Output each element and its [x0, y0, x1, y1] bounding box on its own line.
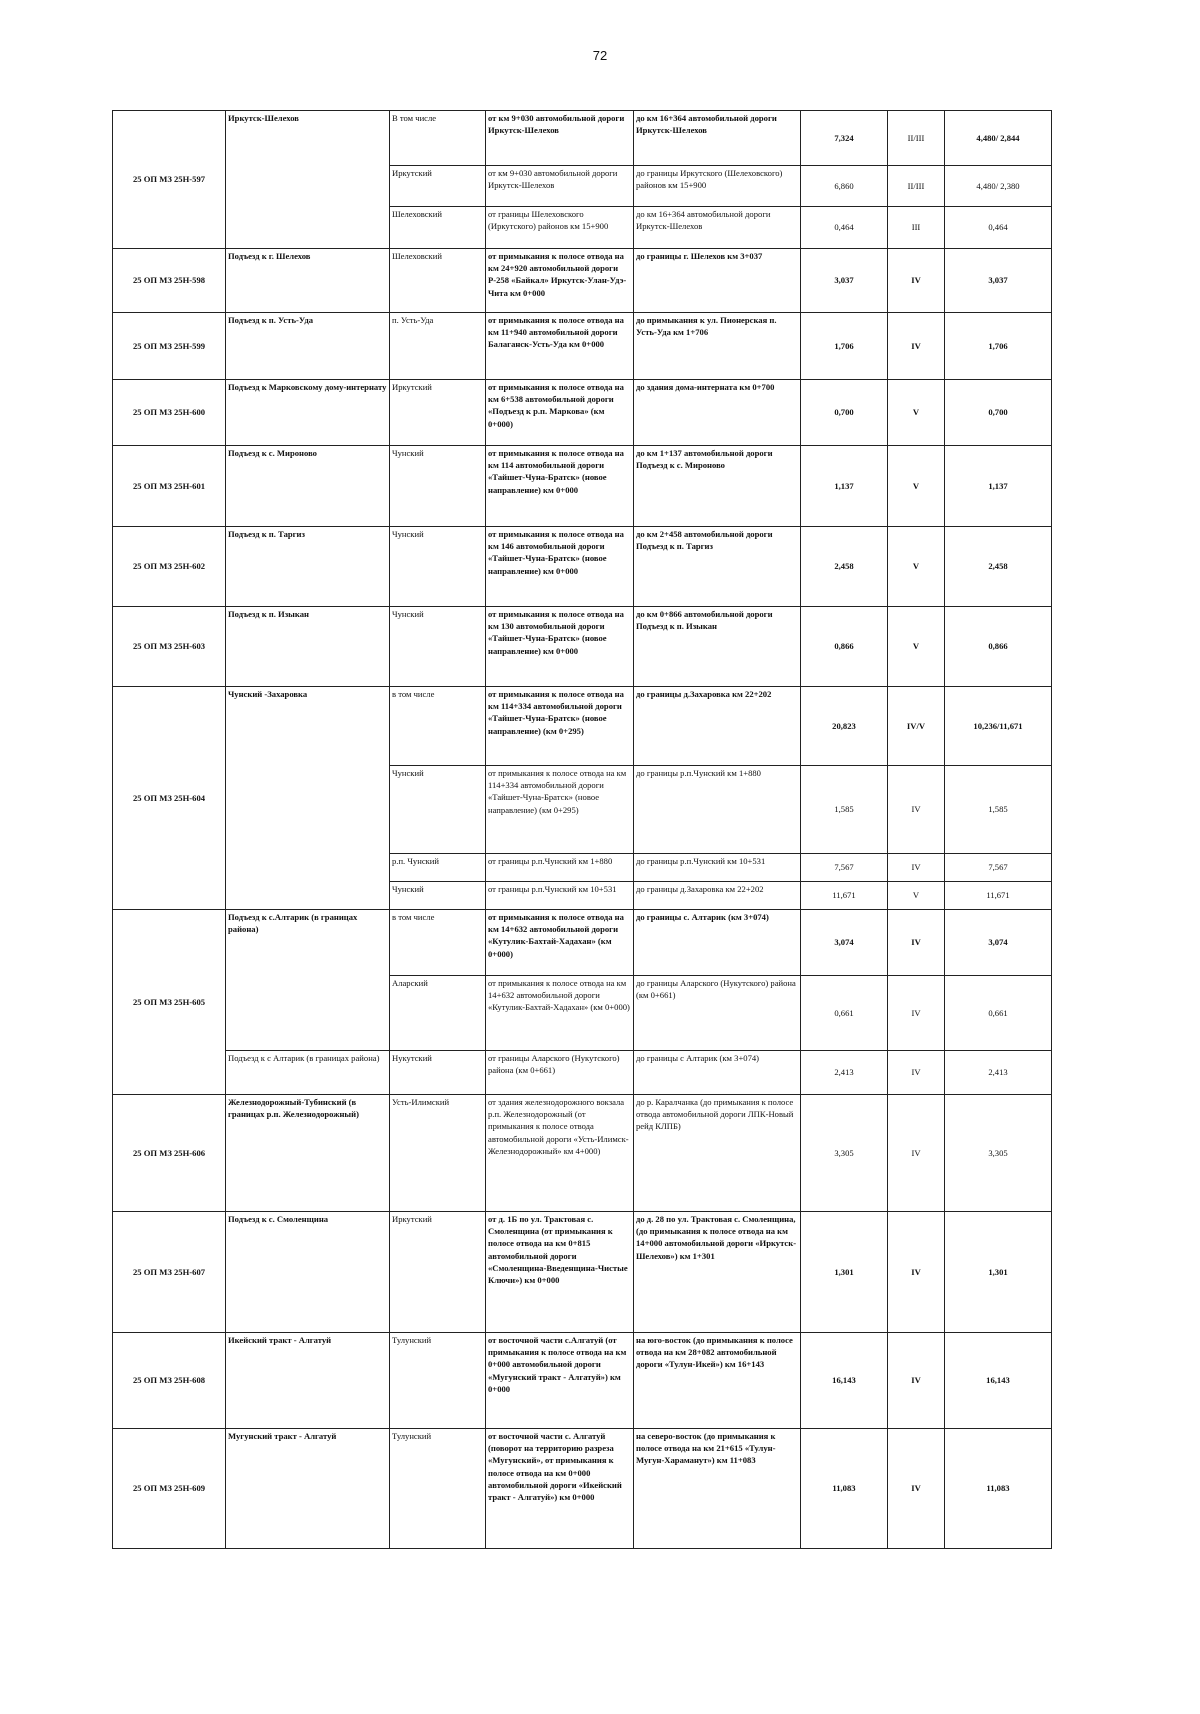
road-name: Подъезд к с.Алтарик (в границах района) — [226, 910, 390, 1051]
road-name: Железнодорожный-Тубинский (в границах р.п. Железнодорожный) — [226, 1095, 390, 1212]
road-name: Подъезд к с Алтарик (в границах района) — [226, 1051, 390, 1095]
start-point-cell: от км 9+030 автомобильной дороги Иркутск-Шелехов — [486, 111, 634, 166]
table-row — [113, 1429, 1052, 1549]
district-cell: В том числе — [390, 111, 486, 166]
total-cell: 1,585 — [945, 766, 1052, 854]
table-row — [113, 527, 1052, 607]
category-cell: II/III — [888, 111, 945, 166]
table-row — [113, 1333, 1052, 1429]
road-name: Чунский -Захаровка — [226, 687, 390, 910]
district-cell: п. Усть-Уда — [390, 313, 486, 380]
end-point-cell: до д. 28 по ул. Трактовая с. Смоленщина, (до примыкания к полосе отвода на км 14+000 автомобильной дороги «Иркутск-Шелехов») км 1+301 — [634, 1212, 801, 1333]
road-code: 25 ОП МЗ 25Н-609 — [113, 1429, 226, 1549]
length-cell: 1,585 — [801, 766, 888, 854]
district-cell: в том числе — [390, 687, 486, 766]
total-cell: 16,143 — [945, 1333, 1052, 1429]
road-name: Подъезд к г. Шелехов — [226, 249, 390, 313]
category-cell: IV — [888, 249, 945, 313]
district-cell: Чунский — [390, 527, 486, 607]
category-cell: IV/V — [888, 687, 945, 766]
road-name: Подъезд к Марковскому дому-интернату — [226, 380, 390, 446]
road-code: 25 ОП МЗ 25Н-603 — [113, 607, 226, 687]
length-cell: 16,143 — [801, 1333, 888, 1429]
total-cell: 0,464 — [945, 207, 1052, 249]
length-cell: 3,074 — [801, 910, 888, 976]
start-point-cell: от границы р.п.Чунский км 1+880 — [486, 854, 634, 882]
total-cell: 1,137 — [945, 446, 1052, 527]
table-row — [113, 687, 1052, 766]
table-row — [113, 1095, 1052, 1212]
length-cell: 7,324 — [801, 111, 888, 166]
end-point-cell: до км 0+866 автомобильной дороги Подъезд к п. Изыкан — [634, 607, 801, 687]
total-cell: 2,458 — [945, 527, 1052, 607]
total-cell: 0,661 — [945, 976, 1052, 1051]
road-code: 25 ОП МЗ 25Н-600 — [113, 380, 226, 446]
start-point-cell: от примыкания к полосе отвода на км 130 автомобильной дороги «Тайшет-Чуна-Братск» (новое направление) км 0+000 — [486, 607, 634, 687]
end-point-cell: до границы г. Шелехов км 3+037 — [634, 249, 801, 313]
total-cell: 7,567 — [945, 854, 1052, 882]
category-cell: II/III — [888, 166, 945, 207]
length-cell: 6,860 — [801, 166, 888, 207]
district-cell: Иркутский — [390, 380, 486, 446]
start-point-cell: от примыкания к полосе отвода на км 14+632 автомобильной дороги «Кутулик-Бахтай-Хадахан» (км 0+000) — [486, 976, 634, 1051]
district-cell: Иркутский — [390, 1212, 486, 1333]
start-point-cell: от восточной части с.Алгатуй (от примыкания к полосе отвода на км 0+000 автомобильной дороги «Мугунский тракт - Алгатуй») км 0+000 — [486, 1333, 634, 1429]
end-point-cell: до границы Аларского (Нукутского) района (км 0+661) — [634, 976, 801, 1051]
length-cell: 3,037 — [801, 249, 888, 313]
road-code: 25 ОП МЗ 25Н-605 — [113, 910, 226, 1095]
length-cell: 20,823 — [801, 687, 888, 766]
road-code: 25 ОП МЗ 25Н-606 — [113, 1095, 226, 1212]
length-cell: 0,464 — [801, 207, 888, 249]
end-point-cell: до границы р.п.Чунский км 10+531 — [634, 854, 801, 882]
road-code: 25 ОП МЗ 25Н-607 — [113, 1212, 226, 1333]
table-row — [113, 380, 1052, 446]
end-point-cell: до р. Каралчанка (до примыкания к полосе отвода автомобильной дороги ЛПК-Новый рейд КЛПБ) — [634, 1095, 801, 1212]
end-point-cell: на юго-восток (до примыкания к полосе отвода на км 28+082 автомобильной дороги «Тулун-Икей») км 16+143 — [634, 1333, 801, 1429]
category-cell: V — [888, 607, 945, 687]
length-cell: 1,137 — [801, 446, 888, 527]
length-cell: 0,866 — [801, 607, 888, 687]
district-cell: Усть-Илимский — [390, 1095, 486, 1212]
category-cell: IV — [888, 1051, 945, 1095]
district-cell: Чунский — [390, 882, 486, 910]
start-point-cell: от км 9+030 автомобильной дороги Иркутск-Шелехов — [486, 166, 634, 207]
road-name: Подъезд к п. Таргиз — [226, 527, 390, 607]
total-cell: 0,700 — [945, 380, 1052, 446]
category-cell: III — [888, 207, 945, 249]
road-name: Подъезд к с. Мироново — [226, 446, 390, 527]
length-cell: 3,305 — [801, 1095, 888, 1212]
district-cell: Тулунский — [390, 1333, 486, 1429]
length-cell: 0,700 — [801, 380, 888, 446]
start-point-cell: от здания железнодорожного вокзала р.п. Железнодорожный (от примыкания к полосе отвода автомобильной дороги «Усть-Илимск-Железнодорожный» км 4+000) — [486, 1095, 634, 1212]
total-cell: 11,083 — [945, 1429, 1052, 1549]
road-name: Подъезд к п. Изыкан — [226, 607, 390, 687]
district-cell: Иркутский — [390, 166, 486, 207]
end-point-cell: до км 1+137 автомобильной дороги Подъезд к с. Мироново — [634, 446, 801, 527]
road-name: Иркутск-Шелехов — [226, 111, 390, 249]
start-point-cell: от границы Аларского (Нукутского) района (км 0+661) — [486, 1051, 634, 1095]
table-row — [113, 1051, 1052, 1095]
total-cell: 4,480/ 2,844 — [945, 111, 1052, 166]
start-point-cell: от примыкания к полосе отвода на км 24+920 автомобильной дороги Р-258 «Байкал» Иркутск-Улан-Удэ-Чита км 0+000 — [486, 249, 634, 313]
category-cell: IV — [888, 1212, 945, 1333]
start-point-cell: от примыкания к полосе отвода на км 114 автомобильной дороги «Тайшет-Чуна-Братск» (новое направление) км 0+000 — [486, 446, 634, 527]
roads-table — [112, 110, 1052, 1549]
category-cell: V — [888, 380, 945, 446]
category-cell: IV — [888, 854, 945, 882]
category-cell: IV — [888, 313, 945, 380]
start-point-cell: от примыкания к полосе отвода на км 6+538 автомобильной дороги «Подъезд к р.п. Маркова» (км 0+000) — [486, 380, 634, 446]
district-cell: Чунский — [390, 446, 486, 527]
end-point-cell: до границы д.Захаровка км 22+202 — [634, 687, 801, 766]
road-name: Подъезд к п. Усть-Уда — [226, 313, 390, 380]
district-cell: Тулунский — [390, 1429, 486, 1549]
district-cell: Нукутский — [390, 1051, 486, 1095]
end-point-cell: до границы р.п.Чунский км 1+880 — [634, 766, 801, 854]
table-row — [113, 607, 1052, 687]
road-code: 25 ОП МЗ 25Н-608 — [113, 1333, 226, 1429]
start-point-cell: от примыкания к полосе отвода на км 146 автомобильной дороги «Тайшет-Чуна-Братск» (новое направление) км 0+000 — [486, 527, 634, 607]
length-cell: 11,083 — [801, 1429, 888, 1549]
length-cell: 1,706 — [801, 313, 888, 380]
total-cell: 2,413 — [945, 1051, 1052, 1095]
total-cell: 11,671 — [945, 882, 1052, 910]
start-point-cell: от восточной части с. Алгатуй (поворот на территорию разреза «Мугунский», от примыкания к полосе отвода на км 0+000 автомобильной дороги «Икейский тракт - Алгатуй») км 0+000 — [486, 1429, 634, 1549]
category-cell: V — [888, 882, 945, 910]
table-row — [113, 249, 1052, 313]
road-code: 25 ОП МЗ 25Н-597 — [113, 111, 226, 249]
total-cell: 10,236/11,671 — [945, 687, 1052, 766]
length-cell: 0,661 — [801, 976, 888, 1051]
district-cell: Чунский — [390, 607, 486, 687]
road-code: 25 ОП МЗ 25Н-598 — [113, 249, 226, 313]
category-cell: IV — [888, 1333, 945, 1429]
category-cell: V — [888, 527, 945, 607]
end-point-cell: до границы д.Захаровка км 22+202 — [634, 882, 801, 910]
total-cell: 3,037 — [945, 249, 1052, 313]
district-cell: в том числе — [390, 910, 486, 976]
district-cell: Шелеховский — [390, 249, 486, 313]
start-point-cell: от границы р.п.Чунский км 10+531 — [486, 882, 634, 910]
district-cell: Чунский — [390, 766, 486, 854]
length-cell: 1,301 — [801, 1212, 888, 1333]
start-point-cell: от примыкания к полосе отвода на км 114+334 автомобильной дороги «Тайшет-Чуна-Братск» (новое направление) (км 0+295) — [486, 687, 634, 766]
road-name: Подъезд к с. Смоленщина — [226, 1212, 390, 1333]
end-point-cell: до границы с. Алтарик (км 3+074) — [634, 910, 801, 976]
road-name: Икейский тракт - Алгатуй — [226, 1333, 390, 1429]
table-row — [113, 313, 1052, 380]
end-point-cell: до км 2+458 автомобильной дороги Подъезд к п. Таргиз — [634, 527, 801, 607]
table-row — [113, 1212, 1052, 1333]
start-point-cell: от примыкания к полосе отвода на км 114+334 автомобильной дороги «Тайшет-Чуна-Братск» (новое направление) (км 0+295) — [486, 766, 634, 854]
table-row — [113, 111, 1052, 166]
total-cell: 3,305 — [945, 1095, 1052, 1212]
length-cell: 7,567 — [801, 854, 888, 882]
category-cell: IV — [888, 910, 945, 976]
end-point-cell: до здания дома-интерната км 0+700 — [634, 380, 801, 446]
length-cell: 11,671 — [801, 882, 888, 910]
start-point-cell: от примыкания к полосе отвода на км 11+940 автомобильной дороги Балаганск-Усть-Уда км 0+000 — [486, 313, 634, 380]
category-cell: IV — [888, 976, 945, 1051]
end-point-cell: на северо-восток (до примыкания к полосе отвода на км 21+615 «Тулун-Мугун-Хараманут») км 11+083 — [634, 1429, 801, 1549]
length-cell: 2,458 — [801, 527, 888, 607]
district-cell: р.п. Чунский — [390, 854, 486, 882]
total-cell: 4,480/ 2,380 — [945, 166, 1052, 207]
total-cell: 3,074 — [945, 910, 1052, 976]
total-cell: 0,866 — [945, 607, 1052, 687]
category-cell: IV — [888, 1429, 945, 1549]
total-cell: 1,301 — [945, 1212, 1052, 1333]
start-point-cell: от примыкания к полосе отвода на км 14+632 автомобильной дороги «Кутулик-Бахтай-Хадахан» (км 0+000) — [486, 910, 634, 976]
start-point-cell: от границы Шелеховского (Иркутского) районов км 15+900 — [486, 207, 634, 249]
category-cell: IV — [888, 766, 945, 854]
road-name: Мугунский тракт - Алгатуй — [226, 1429, 390, 1549]
start-point-cell: от д. 1Б по ул. Трактовая с. Смоленщина (от примыкания к полосе отвода на км 0+815 автомобильной дороги «Смоленщина-Введенщина-Чистые Ключи») км 0+000 — [486, 1212, 634, 1333]
road-code: 25 ОП МЗ 25Н-601 — [113, 446, 226, 527]
page-number: 72 — [592, 48, 608, 63]
end-point-cell: до примыкания к ул. Пионерская п. Усть-Уда км 1+706 — [634, 313, 801, 380]
road-code: 25 ОП МЗ 25Н-604 — [113, 687, 226, 910]
end-point-cell: до границы с Алтарик (км 3+074) — [634, 1051, 801, 1095]
length-cell: 2,413 — [801, 1051, 888, 1095]
road-code: 25 ОП МЗ 25Н-599 — [113, 313, 226, 380]
district-cell: Шелеховский — [390, 207, 486, 249]
table-row — [113, 446, 1052, 527]
end-point-cell: до км 16+364 автомобильной дороги Иркутск-Шелехов — [634, 207, 801, 249]
category-cell: IV — [888, 1095, 945, 1212]
road-code: 25 ОП МЗ 25Н-602 — [113, 527, 226, 607]
end-point-cell: до границы Иркутского (Шелеховского) районов км 15+900 — [634, 166, 801, 207]
district-cell: Аларский — [390, 976, 486, 1051]
total-cell: 1,706 — [945, 313, 1052, 380]
table-row — [113, 910, 1052, 976]
end-point-cell: до км 16+364 автомобильной дороги Иркутск-Шелехов — [634, 111, 801, 166]
category-cell: V — [888, 446, 945, 527]
